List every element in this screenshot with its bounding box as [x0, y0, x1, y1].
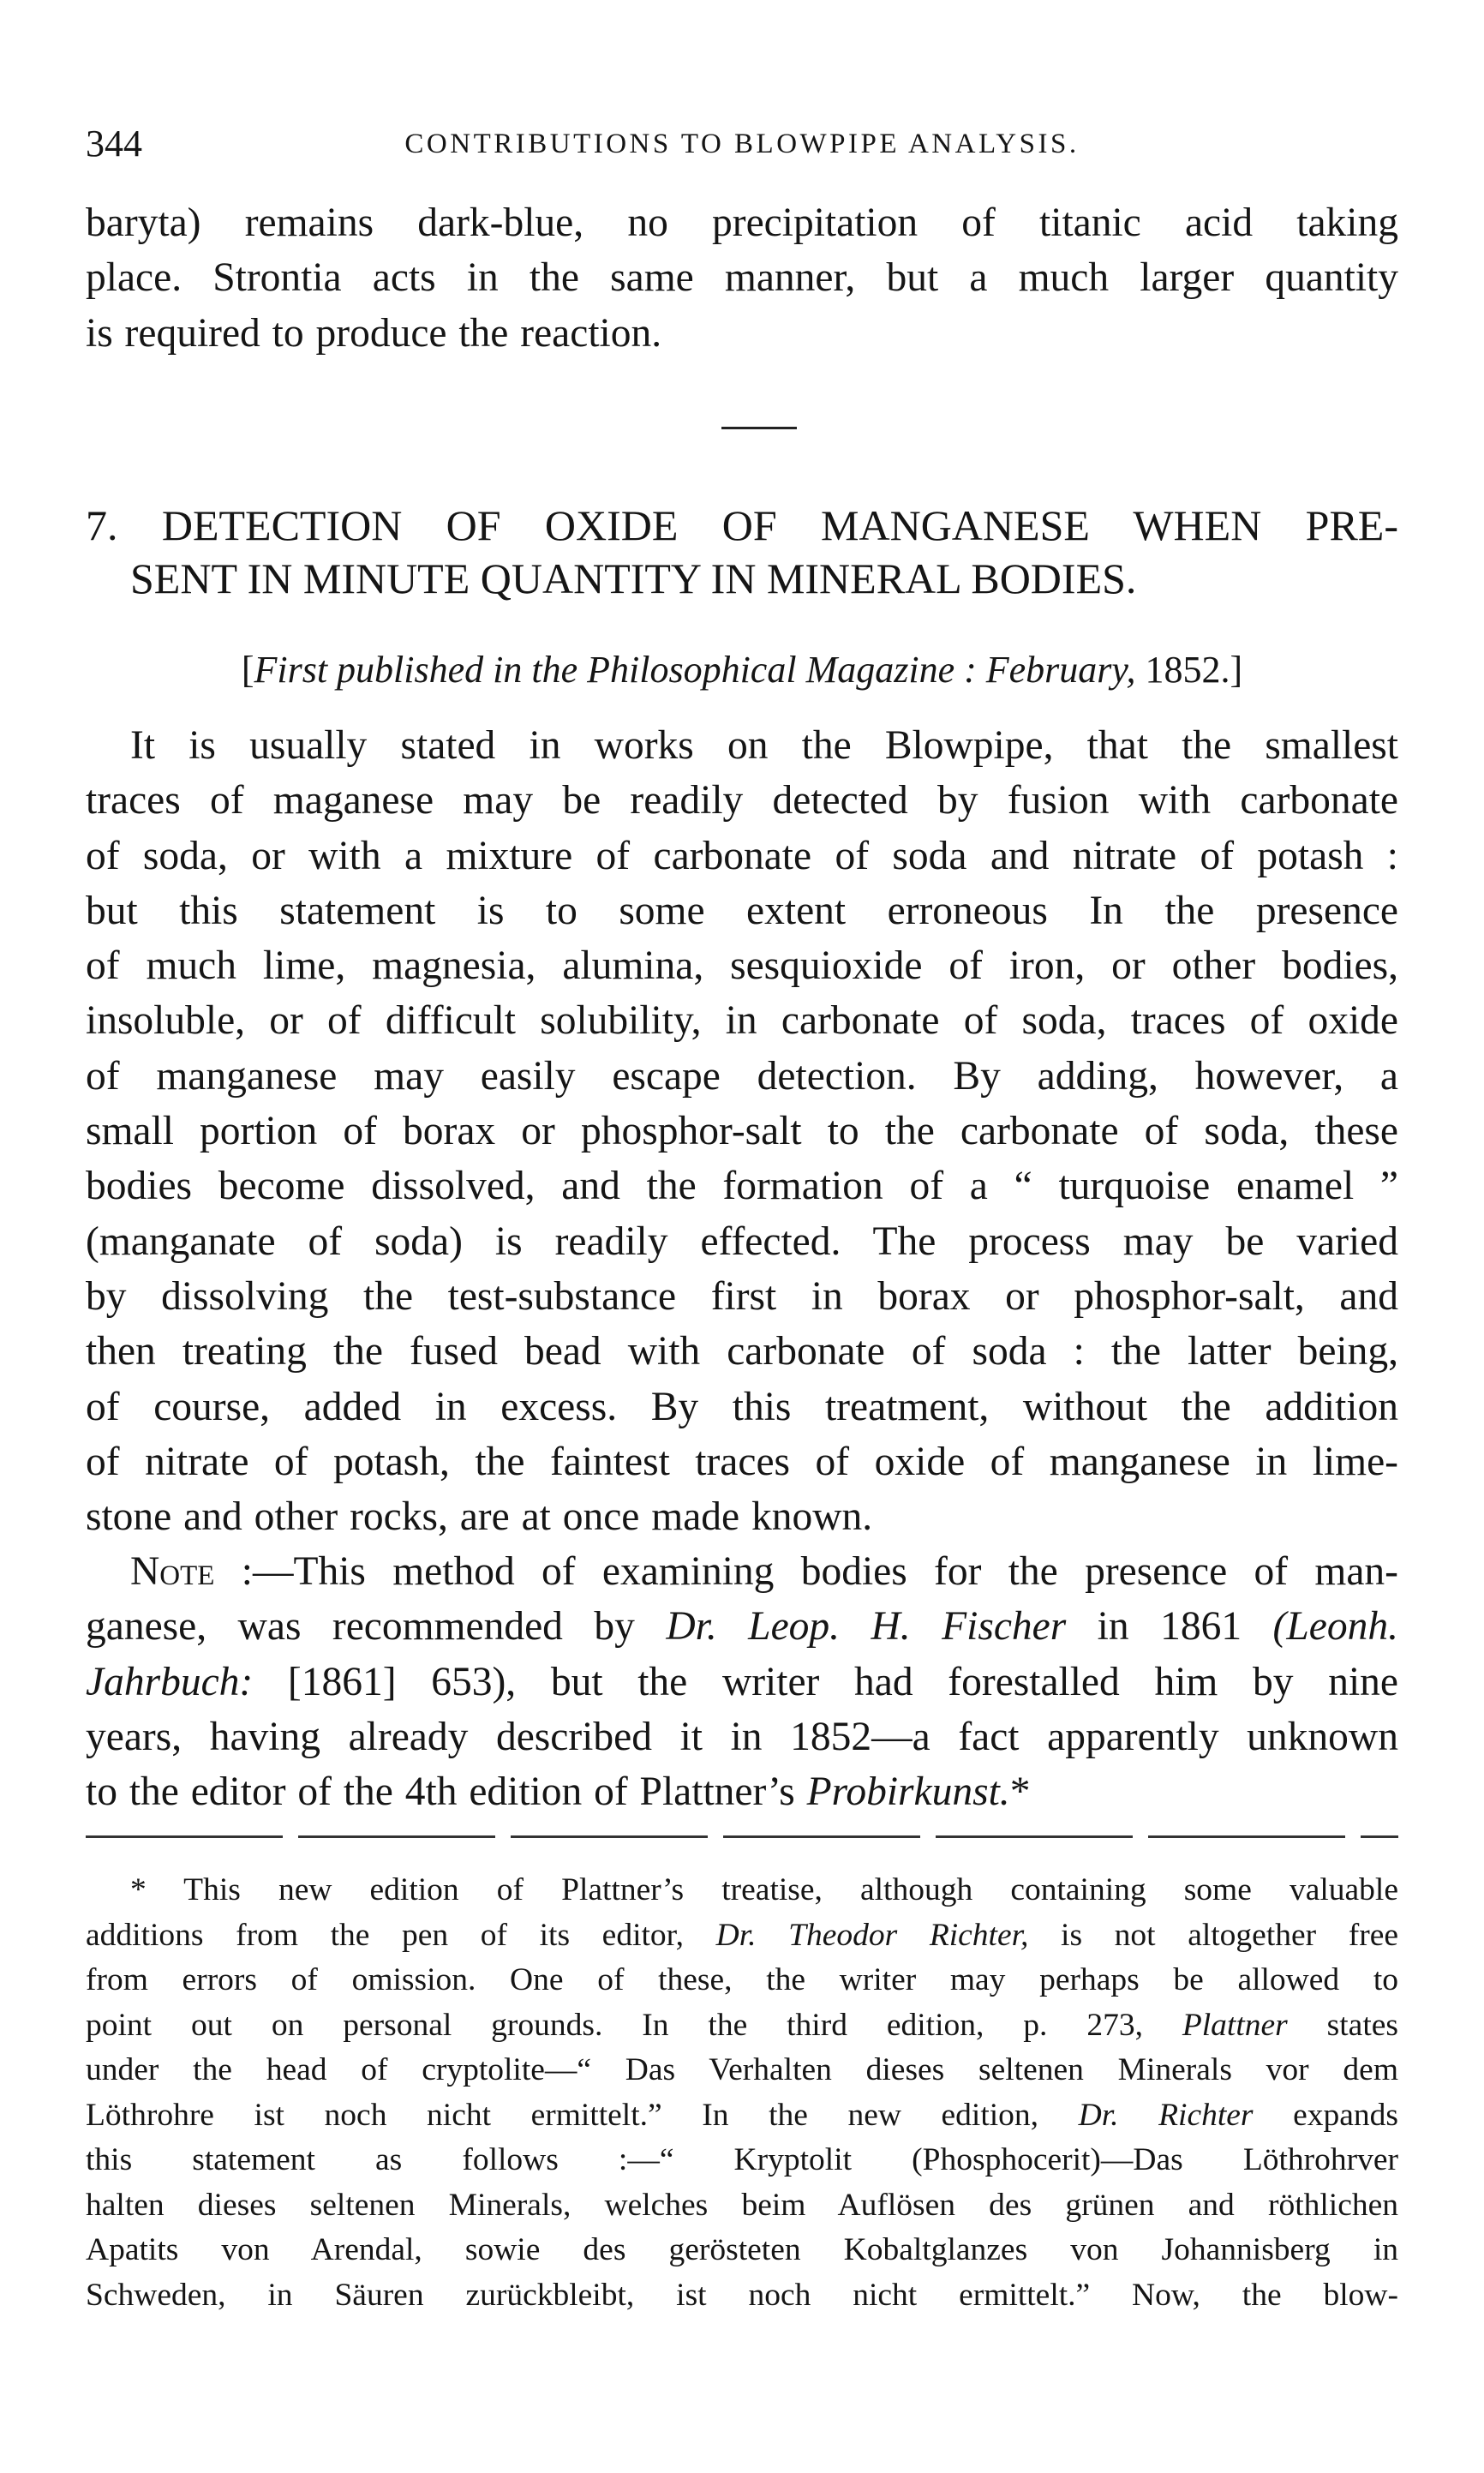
- text-line: this statement as follows :—“ Kryptolit (Phosphocerit)—Das Löthrohrver: [86, 2142, 1398, 2177]
- footnote-text: [86, 1868, 1398, 2318]
- text-line: [86, 2093, 1398, 2139]
- citation: Jahrbuch:: [86, 1659, 254, 1704]
- main-paragraph: [86, 718, 1398, 1544]
- text-span: to the editor of the 4th edition of Plattner’s: [86, 1769, 807, 1815]
- paragraph-text: [86, 718, 1398, 1544]
- note-label: Note: [130, 1549, 215, 1594]
- book-title: Probirkunst.: [806, 1769, 1010, 1815]
- author-name: Dr. Theodor Richter,: [715, 1917, 1029, 1953]
- text-line: [86, 1544, 1398, 1599]
- text-span: states: [1287, 2007, 1398, 2043]
- heading-line: 7. DETECTION OF OXIDE OF MANGANESE WHEN PRE-: [86, 501, 1398, 549]
- source-year: 1852.]: [1135, 649, 1243, 691]
- text-line: insoluble, or of difficult solubility, in carbonate of soda, traces of oxide: [86, 998, 1398, 1044]
- text-line: but this statement is to some extent erroneous In the presence: [86, 888, 1398, 933]
- text-span: ganese, was recommended by: [86, 1604, 667, 1650]
- text-line: [86, 1913, 1398, 1959]
- text-span: [1861] 653), but the writer had forestalled him by nine: [253, 1659, 1398, 1704]
- text-line: stone and other rocks, are at once made known.: [86, 1494, 873, 1540]
- text-line: of soda, or with a mixture of carbonate of soda and nitrate of potash :: [86, 833, 1398, 878]
- text-line: baryta) remains dark-blue, no precipitation of titanic acid taking: [86, 201, 1398, 245]
- text-line: bodies become dissolved, and the formation of a “ turquoise enamel ”: [86, 1164, 1398, 1209]
- text-span: point out on personal grounds. In the third edition, p. 273,: [86, 2007, 1182, 2043]
- text-span: additions from the pen of its editor,: [86, 1917, 716, 1953]
- footnote-divider: [86, 1835, 1398, 1838]
- text-line: then treating the fused bead with carbonate of soda : the latter being,: [86, 1329, 1398, 1374]
- text-line: is required to produce the reaction.: [86, 310, 662, 356]
- text-line: Apatits von Arendal, sowie des gerösteten Kobaltglanzes von Johannisberg in: [86, 2232, 1398, 2267]
- continued-paragraph: [86, 195, 1398, 361]
- text-line: halten dieses seltenen Minerals, welches beim Auflösen des grünen and röthlichen: [86, 2187, 1398, 2223]
- note-paragraph: [86, 1544, 1398, 1819]
- publication-note: [86, 644, 1398, 696]
- text-line: of manganese may easily escape detection. By adding, however, a: [86, 1053, 1398, 1099]
- page-number: 344: [86, 123, 142, 165]
- section-heading: [86, 499, 1398, 605]
- text-line: [86, 2003, 1398, 2049]
- text-line: [86, 1655, 1398, 1710]
- paragraph-text: [86, 195, 1398, 361]
- text-line: of nitrate of potash, the faintest traces of oxide of manganese in lime-: [86, 1439, 1398, 1484]
- paragraph-text: [86, 1544, 1398, 1819]
- text-line: from errors of omission. One of these, the writer may perhaps be allowed to: [86, 1962, 1398, 1997]
- text-line: It is usually stated in works on the Blowpipe, that the smallest: [130, 723, 1398, 768]
- text-span: is not altogether free: [1028, 1917, 1398, 1953]
- author-name: Plattner: [1182, 2007, 1288, 2043]
- text-line: (manganate of soda) is readily effected. The process may be varied: [86, 1219, 1398, 1264]
- footnote: [86, 1868, 1398, 2318]
- text-line: of course, added in excess. By this treatment, without the addition: [86, 1384, 1398, 1429]
- text-span: expands: [1253, 2097, 1398, 2133]
- text-line: of much lime, magnesia, alumina, sesquioxide of iron, or other bodies,: [86, 943, 1398, 989]
- footnote-marker: *: [1009, 1769, 1031, 1815]
- citation: (Leonh.: [1272, 1604, 1398, 1650]
- text-line: small portion of borax or phosphor-salt to the carbonate of soda, these: [86, 1109, 1398, 1154]
- text-span: in 1861: [1066, 1604, 1273, 1650]
- text-line: [86, 1764, 1398, 1819]
- source-title: First published in the Philosophical Magazine : February,: [254, 649, 1136, 691]
- heading-line: SENT IN MINUTE QUANTITY IN MINERAL BODIES.: [130, 554, 1137, 602]
- text-line: [86, 1599, 1398, 1654]
- text-span: Löthrohre ist noch nicht ermittelt.” In the new edition,: [86, 2097, 1079, 2133]
- text-line: by dissolving the test-substance first in borax or phosphor-salt, and: [86, 1273, 1398, 1319]
- source-bracket: [: [241, 649, 254, 691]
- author-name: Dr. Richter: [1078, 2097, 1254, 2133]
- text-line: * This new edition of Plattner’s treatise, although containing some valuable: [130, 1872, 1398, 1907]
- text-span: :—This method of examining bodies for the presence of man-: [214, 1549, 1398, 1594]
- text-line: traces of maganese may be readily detected by fusion with carbonate: [86, 778, 1398, 823]
- author-name: Dr. Leop. H. Fischer: [666, 1604, 1067, 1650]
- section-divider: [721, 427, 797, 429]
- text-line: place. Strontia acts in the same manner, but a much larger quantity: [86, 255, 1398, 301]
- text-line: under the head of cryptolite—“ Das Verhalten dieses seltenen Minerals vor dem: [86, 2052, 1398, 2087]
- page-header: [86, 118, 1398, 170]
- text-line: years, having already described it in 1852—a fact apparently unknown: [86, 1714, 1398, 1759]
- running-title: CONTRIBUTIONS TO BLOWPIPE ANALYSIS.: [404, 129, 1080, 159]
- text-line: Schweden, in Säuren zurückbleibt, ist noch nicht ermittelt.” Now, the blow-: [86, 2277, 1398, 2313]
